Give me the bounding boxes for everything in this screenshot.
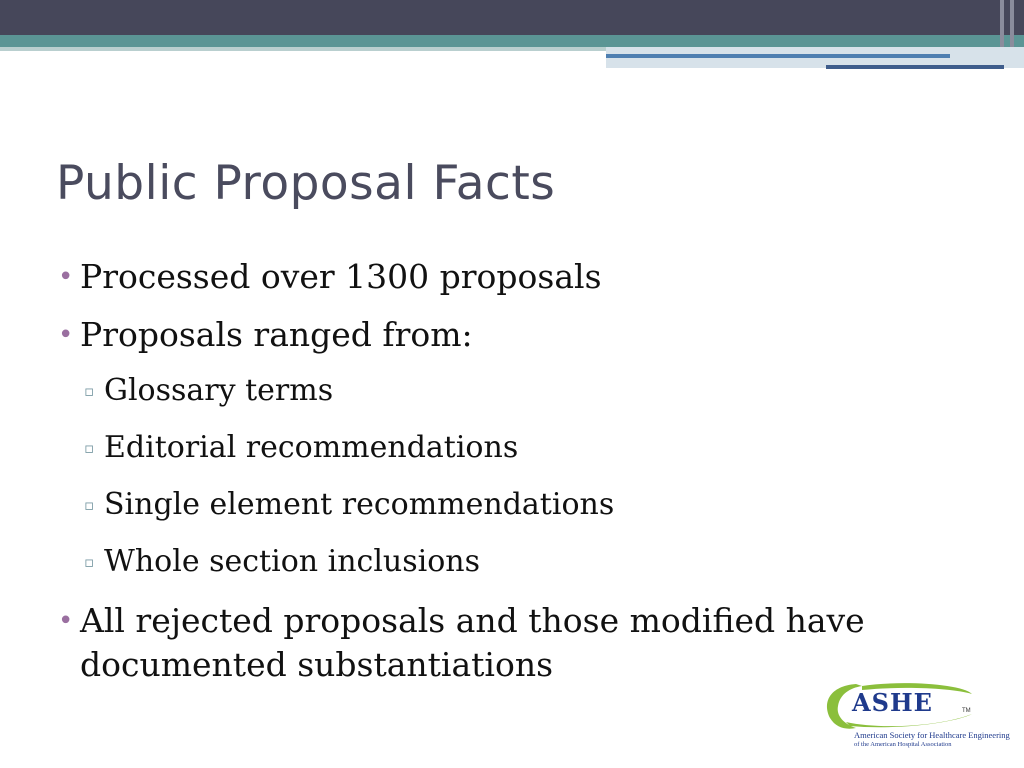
header-stripe bbox=[1010, 0, 1014, 47]
bullet-text: Proposals ranged from: bbox=[80, 315, 473, 354]
bullet-list bbox=[58, 255, 888, 701]
sub-bullet-icon: ▫ bbox=[84, 553, 95, 571]
header-accent-line-short bbox=[826, 65, 1004, 69]
header-accent-line bbox=[606, 54, 950, 58]
bullet-icon: • bbox=[58, 606, 74, 636]
logo-subtitle-2: of the American Hospital Association bbox=[854, 741, 952, 748]
sub-bullet-item bbox=[84, 542, 888, 582]
bullet-text-line: documented substantiations bbox=[80, 645, 554, 684]
header-stripe bbox=[1000, 0, 1004, 47]
sub-bullet-text: Editorial recommendations bbox=[104, 430, 519, 465]
bullet-icon: • bbox=[58, 320, 74, 350]
slide-title: Public Proposal Facts bbox=[56, 156, 556, 211]
sub-bullet-text: Glossary terms bbox=[104, 373, 334, 408]
sub-bullet-icon: ▫ bbox=[84, 439, 95, 457]
bullet-icon: • bbox=[58, 262, 74, 292]
sub-bullet-item bbox=[84, 371, 888, 411]
logo-subtitle: American Society for Healthcare Engineering bbox=[854, 730, 1010, 740]
bullet-item bbox=[58, 313, 888, 357]
logo-trademark: TM bbox=[962, 708, 971, 714]
sub-bullet-text: Single element recommendations bbox=[104, 487, 615, 522]
sub-bullet-icon: ▫ bbox=[84, 496, 95, 514]
bullet-item bbox=[58, 599, 888, 687]
bullet-item bbox=[58, 255, 888, 299]
bullet-text: Processed over 1300 proposals bbox=[80, 257, 602, 296]
sub-bullet-item bbox=[84, 428, 888, 468]
sub-bullet-text: Whole section inclusions bbox=[104, 544, 481, 579]
header-band-dark bbox=[0, 0, 1024, 35]
header-band-teal bbox=[0, 35, 1024, 47]
sub-bullet-icon: ▫ bbox=[84, 382, 95, 400]
sub-bullet-item bbox=[84, 485, 888, 525]
ashe-logo bbox=[822, 678, 1010, 754]
logo-wordmark: ASHE bbox=[852, 688, 933, 717]
bullet-text-line: All rejected proposals and those modified have bbox=[80, 601, 865, 640]
